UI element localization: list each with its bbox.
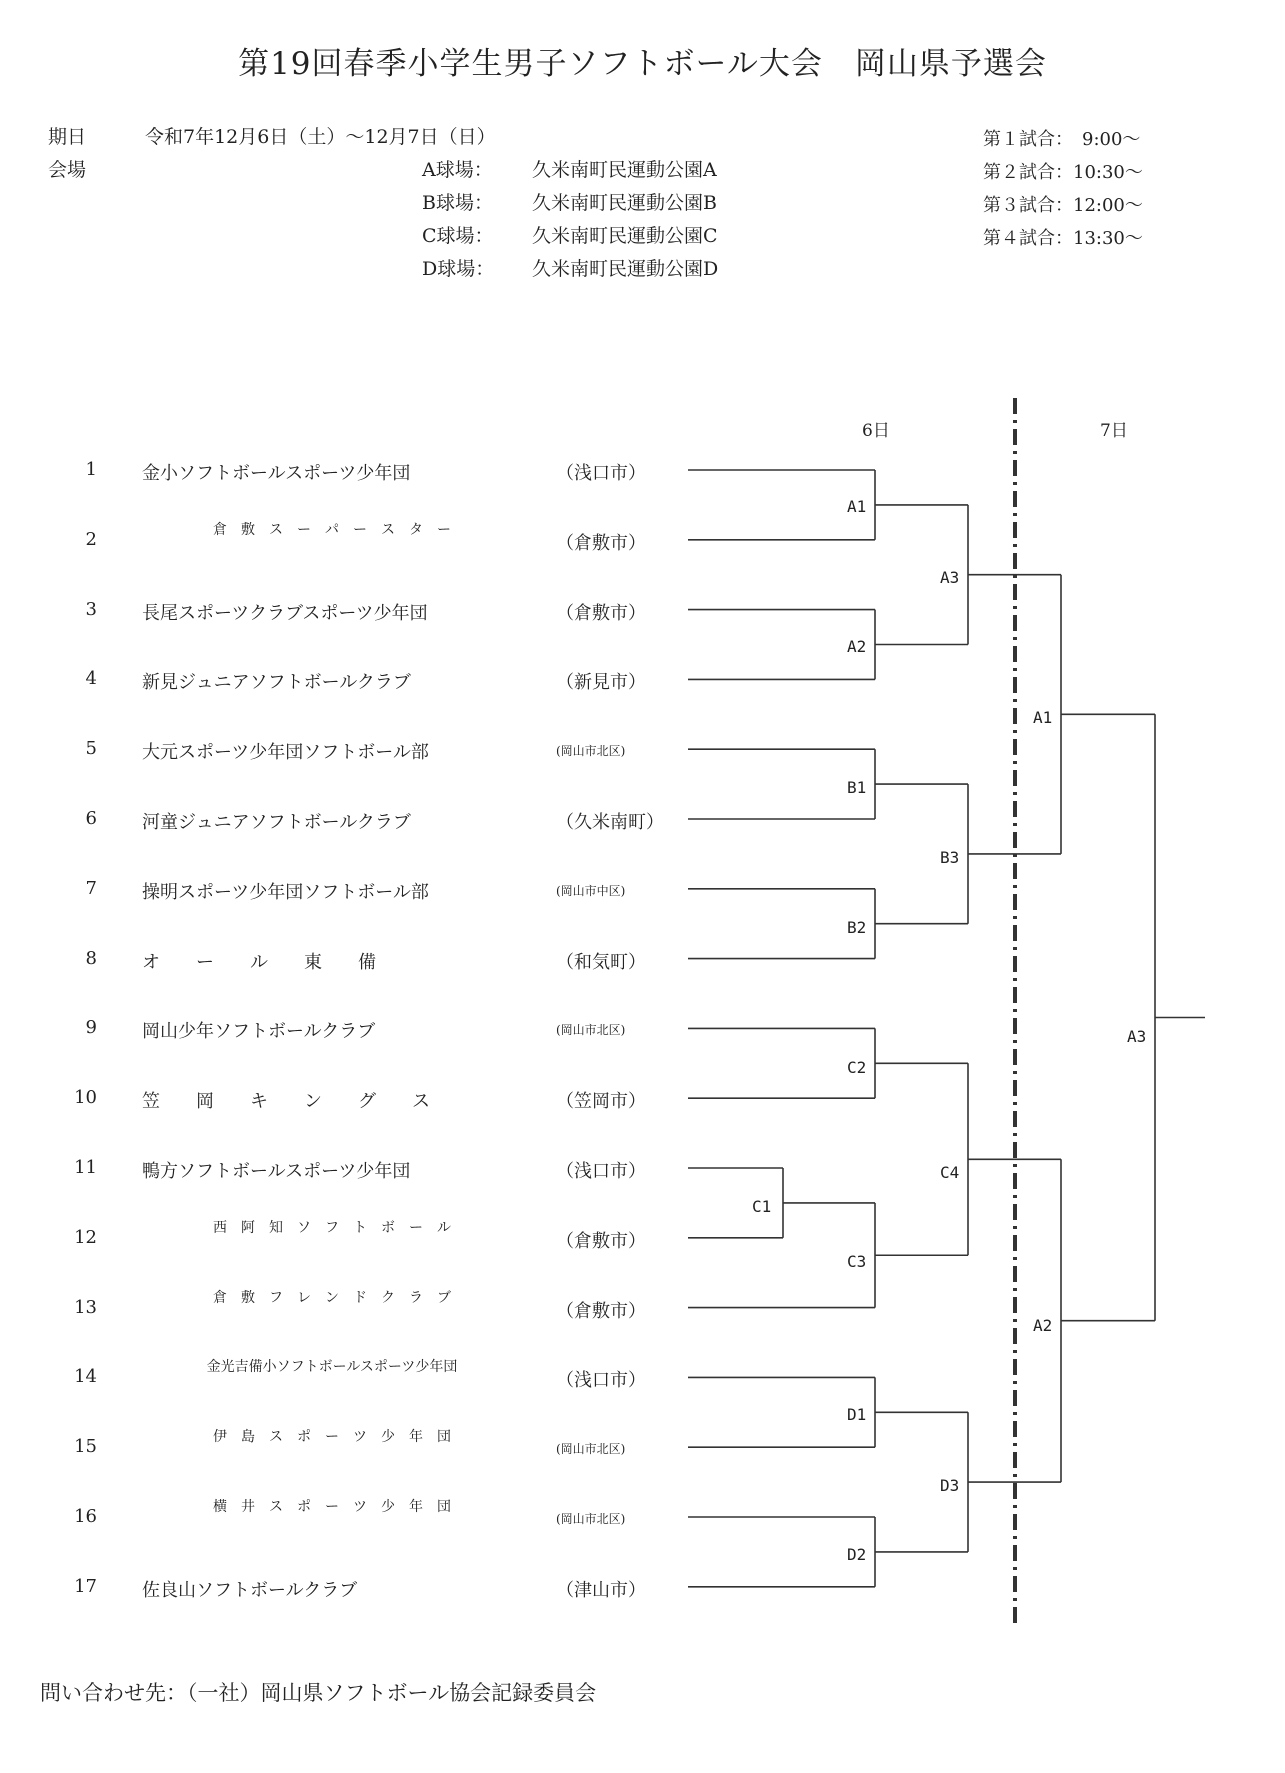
schedule-game-2: 第２試合：10:30～ <box>983 162 1143 183</box>
team-number: 15 <box>74 1436 97 1458</box>
team-city: (岡山市北区) <box>556 1442 626 1457</box>
team-number: 4 <box>85 668 97 690</box>
match-label-c2: C2 <box>847 1058 867 1077</box>
team-number: 14 <box>74 1366 97 1388</box>
venue-name-c: 久米南町民運動公園C <box>532 225 718 247</box>
team-name: 佐良山ソフトボールクラブ <box>142 1579 358 1601</box>
team-number: 7 <box>85 877 97 899</box>
team-city: （倉敷市） <box>556 1300 646 1322</box>
team-name: 大元スポーツ少年団ソフトボール部 <box>142 742 429 764</box>
match-label-semi-2: A2 <box>1033 1316 1053 1335</box>
team-number: 1 <box>85 459 97 480</box>
match-label-a2: A2 <box>847 637 867 656</box>
team-city: （新見市） <box>556 672 646 694</box>
team-city: (岡山市中区) <box>556 883 626 898</box>
team-number: 13 <box>74 1296 97 1318</box>
team-name: 岡山少年ソフトボールクラブ <box>142 1021 376 1043</box>
day-label-6: 6日 <box>862 421 890 441</box>
team-name: 横 井 ス ポ ー ツ 少 年 団 <box>213 1499 451 1515</box>
venue-name-d: 久米南町民運動公園D <box>532 258 719 280</box>
match-label-d1: D1 <box>847 1405 867 1424</box>
venue-field-c: C球場： <box>422 225 494 247</box>
venue-field-a: A球場： <box>422 159 493 181</box>
team-name: 鴨方ソフトボールスポーツ少年団 <box>142 1161 411 1182</box>
team-city: （倉敷市） <box>556 1230 646 1252</box>
team-number: 6 <box>85 808 97 829</box>
schedule-game-4: 第４試合：13:30～ <box>983 228 1143 249</box>
team-city: (岡山市北区) <box>556 1512 626 1526</box>
team-number: 5 <box>85 738 97 760</box>
team-city: （久米南町） <box>556 812 664 833</box>
team-number: 9 <box>85 1017 97 1039</box>
venue-name-a: 久米南町民運動公園A <box>532 159 717 181</box>
team-name: 西 阿 知 ソ フ ト ボ ー ル <box>213 1219 451 1236</box>
team-city: （浅口市） <box>556 1370 646 1392</box>
page-title: 第19回春季小学生男子ソフトボール大会 岡山県予選会 <box>238 46 1047 82</box>
team-name: 倉 敷 ス ー パ ー ス タ ー <box>213 521 451 538</box>
team-city: （浅口市） <box>556 463 646 484</box>
venue-field-b: B球場： <box>422 192 493 214</box>
team-number: 17 <box>74 1575 97 1597</box>
team-number: 10 <box>74 1087 97 1109</box>
match-label-c3: C3 <box>847 1252 867 1271</box>
match-label-c1: C1 <box>752 1197 772 1216</box>
team-name: 河童ジュニアソフトボールクラブ <box>142 812 411 833</box>
team-city: （倉敷市） <box>556 532 646 554</box>
team-city: (岡山市北区) <box>556 1023 626 1038</box>
match-label-a3: A3 <box>940 568 960 587</box>
team-name: 長尾スポーツクラブスポーツ少年団 <box>142 602 428 624</box>
match-label-d2: D2 <box>847 1545 867 1564</box>
team-name: 金光吉備小ソフトボールスポーツ少年団 <box>206 1359 458 1376</box>
match-label-semi-1: A1 <box>1033 708 1053 727</box>
team-name: 新見ジュニアソフトボールクラブ <box>142 672 411 694</box>
team-name: 笠 岡 キ ン グ ス <box>142 1091 430 1113</box>
day-label-7: 7日 <box>1100 421 1128 441</box>
team-city: (岡山市北区) <box>556 744 626 759</box>
team-number: 8 <box>85 947 97 969</box>
match-label-b3: B3 <box>940 848 960 867</box>
team-number: 16 <box>74 1506 97 1527</box>
team-name: オ ー ル 東 備 <box>142 951 376 973</box>
team-number: 3 <box>85 598 97 620</box>
team-city: （倉敷市） <box>556 602 646 624</box>
venue-field-d: D球場： <box>422 258 495 280</box>
team-city: （笠岡市） <box>556 1091 646 1113</box>
team-number: 11 <box>74 1157 97 1178</box>
team-number: 12 <box>74 1226 97 1248</box>
team-name: 伊 島 ス ポ ー ツ 少 年 団 <box>213 1429 451 1446</box>
match-label-b2: B2 <box>847 918 867 937</box>
team-city: （浅口市） <box>556 1161 646 1182</box>
team-name: 金小ソフトボールスポーツ少年団 <box>142 463 411 484</box>
match-label-final: A3 <box>1127 1027 1147 1046</box>
match-label-d3: D3 <box>940 1476 960 1495</box>
schedule-game-3: 第３試合：12:00～ <box>983 195 1143 216</box>
date-value: 令和7年12月6日（土）～12月7日（日） <box>145 126 496 148</box>
schedule-game-1: 第１試合： 9:00～ <box>983 129 1141 150</box>
team-name: 倉 敷 フ レ ン ド ク ラ ブ <box>213 1289 451 1306</box>
venue-name-b: 久米南町民運動公園B <box>532 192 717 214</box>
team-city: （津山市） <box>556 1579 646 1601</box>
match-label-c4: C4 <box>940 1163 960 1182</box>
venue-label: 会場 <box>48 159 87 181</box>
team-number: 2 <box>85 528 97 550</box>
match-label-b1: B1 <box>847 778 867 797</box>
team-city: （和気町） <box>556 951 646 973</box>
team-name: 操明スポーツ少年団ソフトボール部 <box>142 881 429 903</box>
date-label: 期日 <box>48 126 87 148</box>
contact-footer: 問い合わせ先：（一社）岡山県ソフトボール協会記録委員会 <box>40 1681 597 1705</box>
match-label-a1: A1 <box>847 497 867 516</box>
